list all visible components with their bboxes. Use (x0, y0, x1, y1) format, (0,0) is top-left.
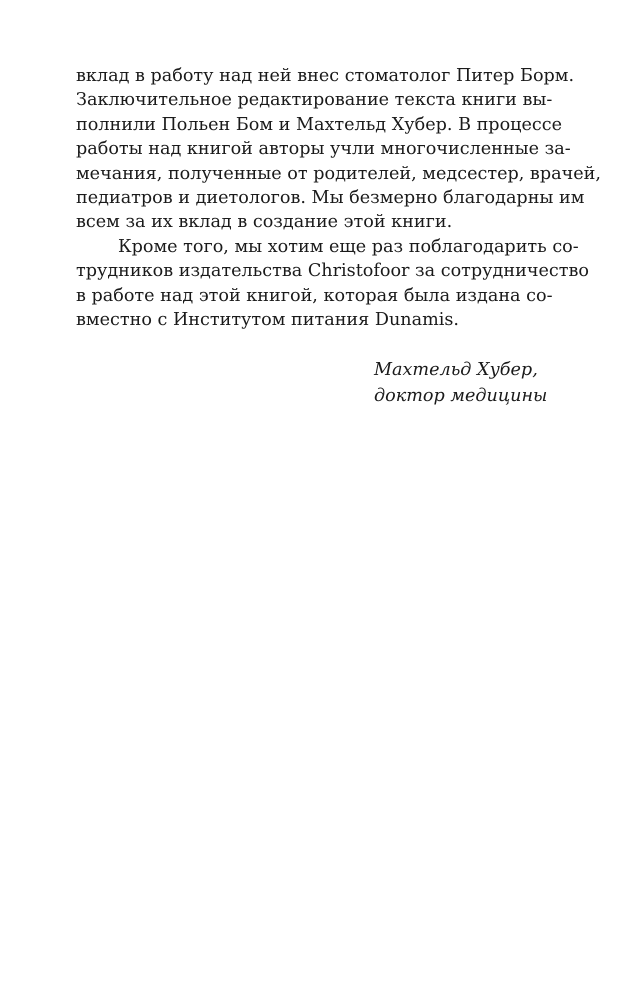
signature-block (374, 357, 547, 409)
text-line: работы над книгой авторы учли многочисленные за- (76, 139, 571, 160)
text-line: полнили Польен Бом и Махтельд Хубер. В процессе (76, 114, 563, 135)
text-line: мечания, полученные от родителей, медсестер, врачей, (76, 163, 601, 184)
text-line: всем за их вклад в создание этой книги. (76, 212, 453, 233)
paragraph-1 (76, 64, 601, 235)
text-line: вклад в работу над ней внес стоматолог Питер Борм. (76, 66, 575, 86)
signature-title: доктор медицины (374, 386, 548, 406)
text-line: в работе над этой книгой, которая была издана со- (76, 285, 553, 306)
body-text (76, 64, 601, 332)
text-line: Заключительное редактирование текста книги вы- (76, 90, 553, 111)
text-line: вместно с Институтом питания Dunamis. (76, 309, 460, 330)
signature-name: Махтельд Хубер, (374, 360, 538, 380)
text-line: Кроме того, мы хотим еще раз поблагодарить со- (118, 236, 579, 257)
text-line: трудников издательства Christofoor за сотрудничество (76, 261, 589, 282)
paragraph-2 (76, 235, 589, 333)
text-line: педиатров и диетологов. Мы безмерно благодарны им (76, 187, 585, 208)
